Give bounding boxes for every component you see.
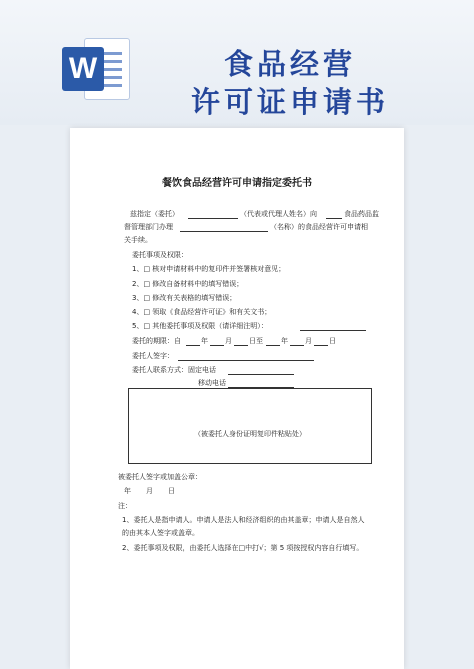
document-page xyxy=(70,128,404,669)
period-month2-blank[interactable] xyxy=(290,345,304,346)
landline-blank[interactable] xyxy=(228,374,294,375)
item-2[interactable]: 2、□ 修改自备材料中的填写错误； xyxy=(132,280,244,288)
para2-text-b: （名称）的食品经营许可申请相 xyxy=(270,223,368,231)
document-title: 餐饮食品经营许可申请指定委托书 xyxy=(162,178,312,189)
date-day: 日 xyxy=(168,487,175,495)
signer-blank[interactable] xyxy=(178,360,314,361)
para3-text: 关手续。 xyxy=(124,236,152,244)
para1-text-c: 食品药品监 xyxy=(344,210,379,218)
id-copy-paste-text: （被委托人身份证明复印件粘贴处） xyxy=(194,430,306,438)
item-1[interactable]: 1、□ 核对申请材料中的复印件并签署核对意见； xyxy=(132,265,286,273)
date-year: 年 xyxy=(124,487,131,495)
agent-name-blank[interactable] xyxy=(188,218,238,219)
applicant-name-blank[interactable] xyxy=(180,231,268,232)
signer-label: 委托人签字： xyxy=(132,352,174,360)
mobile-label: 移动电话 xyxy=(198,379,226,387)
period-day2: 日 xyxy=(329,337,336,345)
authority-blank[interactable] xyxy=(326,218,342,219)
note-1-line-b: 的由其本人签字或盖章。 xyxy=(122,529,199,537)
banner-title-line1: 食品经营 xyxy=(223,47,356,81)
period-year: 年 xyxy=(201,337,208,345)
note-2: 2、委托事项及权限，由委托人选择在□中打√；第 5 项按授权内容自行填写。 xyxy=(122,544,364,552)
stamp-label: 被委托人签字或加盖公章： xyxy=(118,473,202,481)
contact-label: 委托人联系方式：固定电话 xyxy=(132,366,216,374)
id-copy-paste-box xyxy=(128,388,372,464)
para2-text-a: 督管理部门办理 xyxy=(124,223,173,231)
para1-text-b: （代表或代理人姓名）向 xyxy=(240,210,317,218)
period-month-blank[interactable] xyxy=(210,345,224,346)
item-5[interactable]: 5、□ 其他委托事项及权限（请详细注明）： xyxy=(132,322,268,330)
period-label: 委托的期限：自 xyxy=(132,337,181,345)
word-logo-letter: W xyxy=(62,47,104,91)
note-label: 注： xyxy=(118,502,132,510)
banner-title-line2: 许可证申请书 xyxy=(190,85,389,119)
banner xyxy=(0,0,474,125)
period-year2-blank[interactable] xyxy=(266,345,280,346)
para1-text-a: 兹指定（委托） xyxy=(130,210,179,218)
note-1-line-a: 1、委托人是指申请人。申请人是法人和经济组织的由其盖章；申请人是自然人 xyxy=(122,516,365,524)
item-3[interactable]: 3、□ 修改有关表格的填写错误； xyxy=(132,294,237,302)
period-year-blank[interactable] xyxy=(186,345,200,346)
date-month: 月 xyxy=(146,487,153,495)
items-heading: 委托事项及权限： xyxy=(132,251,188,259)
period-day-blank[interactable] xyxy=(234,345,248,346)
period-year2: 年 xyxy=(281,337,288,345)
period-month2: 月 xyxy=(305,337,312,345)
item-4[interactable]: 4、□ 领取《食品经营许可证》和有关文书； xyxy=(132,308,272,316)
other-items-blank[interactable] xyxy=(300,330,366,331)
word-document-icon xyxy=(62,38,130,100)
period-day2-blank[interactable] xyxy=(314,345,328,346)
period-day-to: 日至 xyxy=(249,337,263,345)
period-month: 月 xyxy=(225,337,232,345)
